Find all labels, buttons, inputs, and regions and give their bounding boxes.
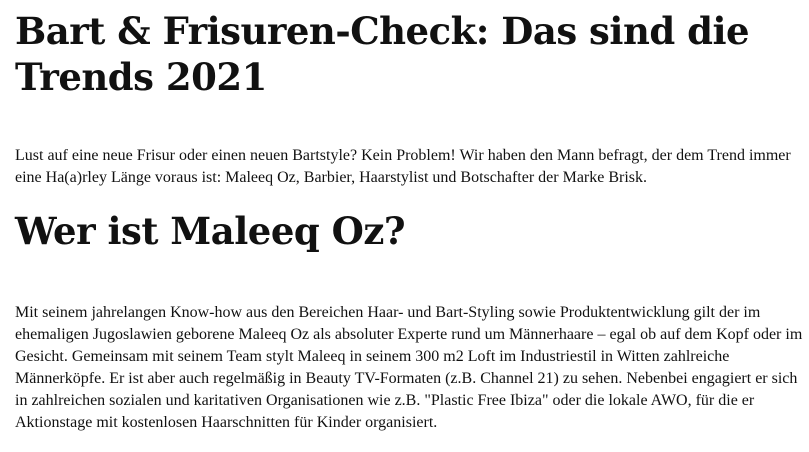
article-intro: Lust auf eine neue Frisur oder einen neuen Bartstyle? Kein Problem! Wir haben den Mann befragt, der dem Trend immer eine Ha(a)rley Länge voraus ist: Maleeq Oz, Barbier, Haarstylist und Botschafter der Marke Brisk. xyxy=(15,147,791,186)
section-heading: Wer ist Maleeq Oz? xyxy=(15,209,406,253)
section-body: Mit seinem jahrelangen Know-how aus den Bereichen Haar- und Bart-Styling sowie Produktentwicklung gilt der im ehemaligen Jugoslawien geborene Maleeq Oz als absoluter Experte rund um Männerhaare – egal ob auf dem Kopf oder im Gesicht. Gemeinsam mit seinem Team stylt Maleeq in seinem 300 m2 Loft im Industriestil in Witten zahlreiche Männerköpfe. Er ist aber auch regelmäßig in Beauty TV-Formaten (z.B. Channel 21) zu sehen. Nebenbei engagiert er sich in zahlreichen sozialen und karitativen Organisationen wie z.B. "Plastic Free Ibiza" oder die lokale AWO, für die er Aktionstage mit kostenlosen Haarschnitten für Kinder organisiert. xyxy=(15,304,803,431)
article-title: Bart & Frisuren-Check: Das sind die Trends 2021 xyxy=(15,9,750,99)
